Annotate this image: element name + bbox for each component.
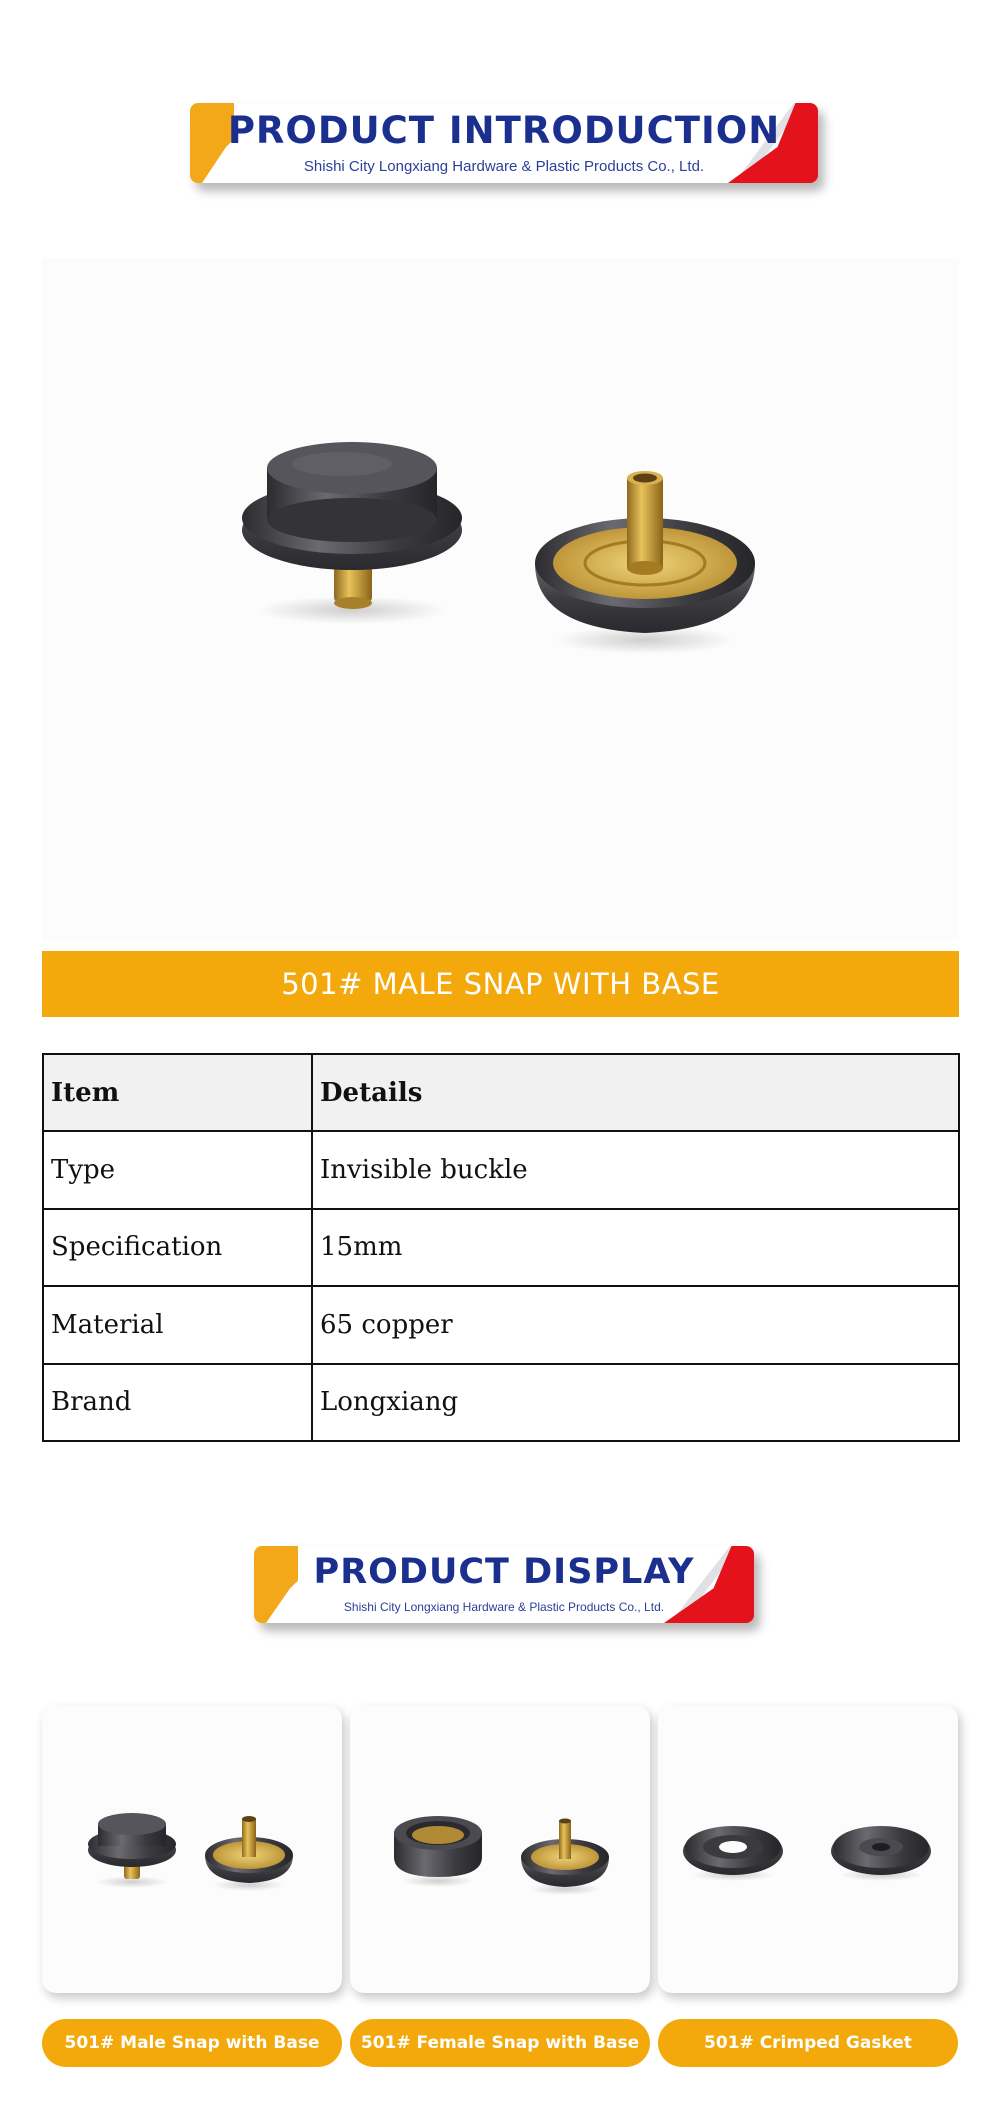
table-row <box>43 1286 959 1363</box>
table-row <box>43 1131 959 1208</box>
gasket-ring-image <box>678 1815 788 1885</box>
table-row <box>43 1364 959 1441</box>
male-snap-image <box>82 1810 182 1890</box>
table-row <box>43 1209 959 1286</box>
table-cell: Specification <box>43 1209 312 1286</box>
table-cell: Type <box>43 1131 312 1208</box>
table-cell: Material <box>43 1286 312 1363</box>
gasket-disc-image <box>826 1815 936 1885</box>
table-cell: Invisible buckle <box>312 1131 959 1208</box>
label-crimped-gasket: 501# Crimped Gasket <box>658 2019 958 2067</box>
display-card-crimped-gasket[interactable] <box>658 1705 958 1993</box>
table-header-cell: Details <box>312 1054 959 1131</box>
table-cell: 15mm <box>312 1209 959 1286</box>
product-introduction-banner <box>190 103 818 183</box>
snap-base-image <box>530 468 760 658</box>
product-display-banner <box>254 1546 754 1623</box>
table-cell: 65 copper <box>312 1286 959 1363</box>
male-snap-image <box>222 438 482 628</box>
female-snap-image <box>388 1805 488 1890</box>
table-cell: Longxiang <box>312 1364 959 1441</box>
banner-title: PRODUCT INTRODUCTION <box>227 109 781 152</box>
display-card-male-snap[interactable] <box>42 1705 342 1993</box>
snap-base-image <box>202 1813 297 1893</box>
snap-base-image <box>518 1813 613 1898</box>
table-cell: Brand <box>43 1364 312 1441</box>
table-header-row <box>43 1054 959 1131</box>
label-male-snap: 501# Male Snap with Base <box>42 2019 342 2067</box>
display-card-female-snap[interactable] <box>350 1705 650 1993</box>
banner-subtitle: Shishi City Longxiang Hardware & Plastic Products Co., Ltd. <box>303 158 705 175</box>
banner-subtitle: Shishi City Longxiang Hardware & Plastic Products Co., Ltd. <box>343 1600 665 1614</box>
table-header-cell: Item <box>43 1054 312 1131</box>
banner-title: PRODUCT DISPLAY <box>313 1552 695 1592</box>
product-title-bar: 501# MALE SNAP WITH BASE <box>42 951 959 1017</box>
spec-table <box>42 1053 960 1442</box>
main-product-photo <box>42 258 959 941</box>
label-female-snap: 501# Female Snap with Base <box>350 2019 650 2067</box>
